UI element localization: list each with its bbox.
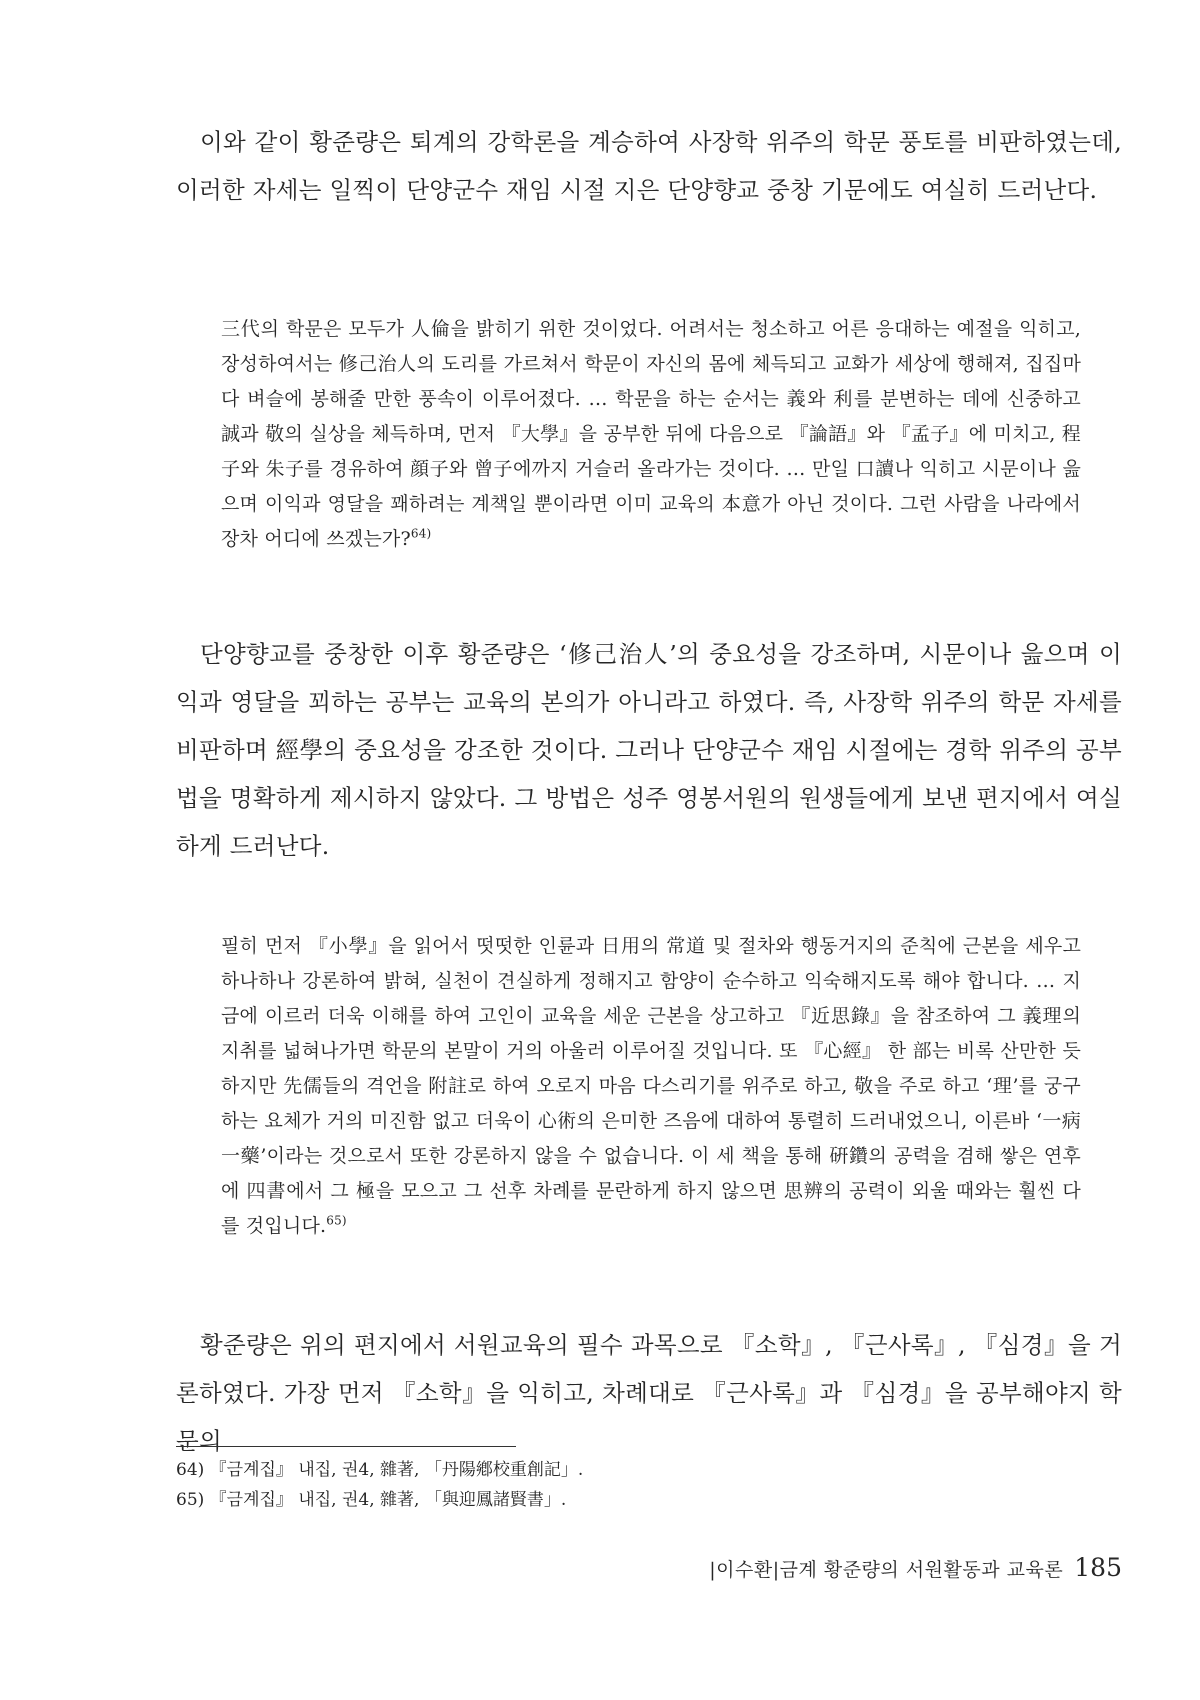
body-paragraph-3: 황준량은 위의 편지에서 서원교육의 필수 과목으로 『소학』, 『근사록』, 『심경』을 거론하였다. 가장 먼저 『소학』을 익히고, 차례대로 『근사록』과 『심경』을 공부해야지 학문의 (176, 1331, 1122, 1455)
footnote-ref-64: 64) (410, 526, 432, 541)
footnote-divider (176, 1446, 516, 1447)
footnote-list (176, 1455, 1076, 1515)
body-paragraph-1: 이와 같이 황준량은 퇴계의 강학론을 계승하여 사장학 위주의 학문 풍토를 비판하였는데, 이러한 자세는 일찍이 단양군수 재임 시절 지은 단양향교 중창 기문에도 여실히 드러난다. (176, 128, 1122, 204)
body-paragraph-2: 단양향교를 중창한 이후 황준량은 ‘修己治人’의 중요성을 강조하며, 시문이나 읊으며 이익과 영달을 꾀하는 공부는 교육의 본의가 아니라고 하였다. 즉, 사장학 위주의 학문 자세를 비판하며 經學의 중요성을 강조한 것이다. 그러나 단양군수 재임 시절에는 경학 위주의 공부법을 명확하게 제시하지 않았다. 그 방법은 성주 영봉서원의 원생들에게 보낸 편지에서 여실하게 드러난다. (176, 640, 1122, 860)
footnote-ref-65: 65) (326, 1213, 347, 1228)
running-head: |이수환|금계 황준량의 서원활동과 교육론 (709, 1559, 1064, 1581)
block-quote-1-text: 三代의 학문은 모두가 人倫을 밝히기 위한 것이었다. 어려서는 청소하고 어른 응대하는 예절을 익히고, 장성하여서는 修己治人의 도리를 가르쳐서 학문이 자신의 몸에 체득되고 교화가 세상에 행해져, 집집마다 벼슬에 봉해줄 만한 풍속이 이루어졌다. … 학문을 하는 순서는 義와 利를 분변하는 데에 신중하고 誠과 敬의 실상을 체득하며, 먼저 『大學』을 공부한 뒤에 다음으로 『論語』와 『孟子』에 미치고, 程子와 朱子를 경유하여 顔子와 曾子에까지 거슬러 올라가는 것이다. … 만일 口讀나 익히고 시문이나 읊으며 이익과 영달을 꽤하려는 계책일 뿐이라면 이미 교육의 本意가 아닌 것이다. 그런 사람을 나라에서 장차 어디에 쓰겠는가? (221, 318, 1081, 550)
footnote-64: 64) 『금계집』 내집, 권4, 雜著, 「丹陽鄕校重創記」. (176, 1460, 584, 1480)
page-footer (690, 1553, 1122, 1582)
block-quote-1 (221, 312, 1081, 557)
block-quote-2 (221, 929, 1081, 1244)
footnote-65: 65) 『금계집』 내집, 권4, 雜著, 「與迎鳳諸賢書」. (176, 1490, 567, 1510)
page-number: 185 (1074, 1553, 1122, 1582)
block-quote-2-text: 필히 먼저 『小學』을 읽어서 떳떳한 인륜과 日用의 常道 및 절차와 행동거지의 준칙에 근본을 세우고 하나하나 강론하여 밝혀, 실천이 견실하게 정해지고 함양이 순수하고 익숙해지도록 해야 합니다. … 지금에 이르러 더욱 이해를 하여 고인이 교육을 세운 근본을 상고하고 『近思錄』을 참조하여 그 義理의 지취를 넓혀나가면 학문의 본말이 거의 아울러 이루어질 것입니다. 또 『心經』 한 部는 비록 산만한 듯하지만 先儒들의 격언을 附註로 하여 오로지 마음 다스리기를 위주로 하고, 敬을 주로 하고 ‘理’를 궁구하는 요체가 거의 미진함 없고 더욱이 心術의 은미한 즈음에 대하여 통렬히 드러내었으니, 이른바 ‘一病一藥’이라는 것으로서 또한 강론하지 않을 수 없습니다. 이 세 책을 통해 硏鑽의 공력을 겸해 쌓은 연후에 四書에서 그 極을 모으고 그 선후 차례를 문란하게 하지 않으면 思辨의 공력이 외울 때와는 훨씬 다를 것입니다. (221, 935, 1081, 1237)
